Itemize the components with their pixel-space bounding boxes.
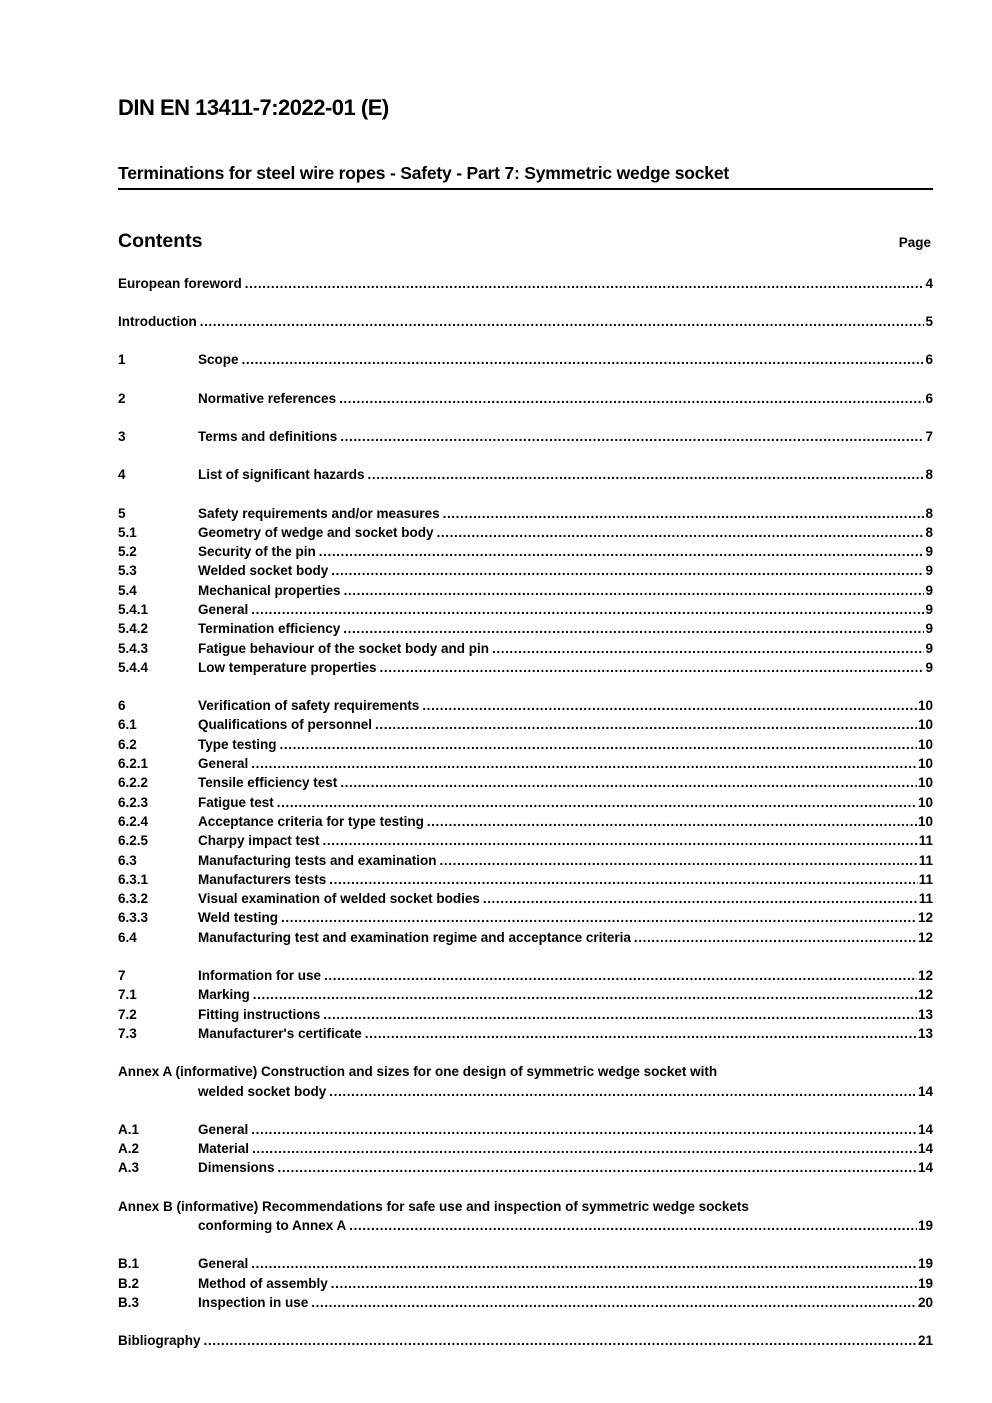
toc-entry-page-number: 9 [925, 601, 933, 617]
toc-leader-dots [253, 985, 917, 1004]
toc-entry [118, 465, 933, 484]
toc-entry [118, 735, 933, 754]
toc-entry [118, 1274, 933, 1293]
toc-entry-number: 5.4.3 [118, 640, 149, 656]
toc-group [118, 465, 933, 484]
toc-group [118, 1062, 933, 1101]
toc-entry [118, 504, 933, 523]
toc-group [118, 504, 933, 678]
contents-heading: Contents [118, 230, 203, 253]
contents-header [118, 230, 933, 252]
toc-group [118, 1197, 933, 1236]
toc-entry-page-number: 19 [917, 1218, 933, 1233]
toc-entry [118, 312, 933, 331]
toc-entry-page-number: 7 [925, 428, 933, 444]
toc-group [118, 274, 933, 293]
toc-entry [118, 889, 933, 908]
table-of-contents [118, 274, 933, 1351]
toc-entry [118, 1024, 933, 1043]
toc-leader-dots [280, 735, 917, 754]
toc-entry-number: 6.1 [118, 717, 137, 733]
toc-entry-label: Information for use [198, 968, 322, 984]
toc-entry-number: 3 [118, 428, 126, 444]
toc-entry-label: Dimensions [198, 1160, 275, 1176]
toc-entry-label: Termination efficiency [198, 621, 341, 637]
toc-entry-label: Scope [198, 352, 239, 368]
toc-entry-page-number: 10 [917, 775, 933, 791]
toc-entry-page-number: 11 [918, 833, 933, 849]
toc-entry-label: Material [198, 1141, 250, 1157]
toc-entry-page-number: 11 [918, 891, 933, 907]
toc-entry-number: A.2 [118, 1141, 140, 1157]
toc-entry [118, 870, 933, 889]
toc-entry-label: Marking [198, 987, 250, 1003]
toc-leader-dots [281, 908, 917, 927]
toc-entry-label: Manufacturers tests [198, 871, 327, 887]
toc-entry-page-number: 9 [925, 621, 933, 637]
toc-entry-page-number: 6 [925, 352, 933, 368]
toc-entry-number: 6.2.4 [118, 813, 149, 829]
toc-entry-label: Normative references [198, 390, 337, 406]
toc-leader-dots [443, 504, 925, 523]
toc-entry-number: 5.4.4 [118, 659, 149, 675]
toc-entry-page-number: 11 [918, 871, 933, 887]
toc-entry-label: Introduction [118, 314, 197, 330]
toc-entry-number: 6.2.5 [118, 833, 149, 849]
toc-entry-number: 7.1 [118, 987, 137, 1003]
toc-entry-number: 4 [118, 467, 126, 483]
toc-entry-page-number: 8 [925, 524, 933, 540]
toc-entry-label: Low temperature properties [198, 659, 377, 675]
toc-entry [118, 715, 933, 734]
toc-entry-page-number: 8 [925, 505, 933, 521]
toc-entry [118, 1254, 933, 1273]
toc-entry [118, 427, 933, 446]
toc-leader-dots [634, 928, 917, 947]
toc-entry-page-number: 10 [917, 813, 933, 829]
toc-entry-label: General [198, 601, 249, 617]
toc-entry-number: 6.2.1 [118, 756, 149, 772]
toc-entry-page-number: 12 [917, 929, 933, 945]
toc-entry-label: Verification of safety requirements [198, 698, 420, 714]
toc-entry [118, 851, 933, 870]
toc-entry-page-number: 19 [917, 1275, 933, 1291]
toc-leader-dots [251, 600, 924, 619]
toc-entry-number: 5.2 [118, 544, 137, 560]
toc-entry [118, 966, 933, 985]
toc-entry-page-number: 12 [917, 987, 933, 1003]
toc-entry-label: Tensile efficiency test [198, 775, 338, 791]
toc-entry [118, 350, 933, 369]
page-column-label: Page [898, 235, 931, 251]
toc-entry [118, 639, 933, 658]
toc-leader-dots [204, 1331, 917, 1350]
toc-entry-page-number: 20 [917, 1294, 933, 1310]
toc-entry-number: A.1 [118, 1121, 140, 1137]
toc-entry-number: 6.3.2 [118, 891, 149, 907]
toc-entry-label: Mechanical properties [198, 582, 341, 598]
toc-leader-dots [245, 274, 925, 293]
toc-entry-number: 2 [118, 390, 126, 406]
toc-entry-label: Annex A (informative) Construction and sizes for one design of symmetric wedge socket with [118, 1064, 718, 1080]
toc-entry [118, 1120, 933, 1139]
toc-entry-page-number: 9 [925, 544, 933, 560]
toc-entry-label: General [198, 1256, 249, 1272]
toc-leader-dots [483, 889, 918, 908]
toc-entry [118, 928, 933, 947]
toc-entry-number: 6.2.2 [118, 775, 149, 791]
toc-entry-number: B.3 [118, 1294, 140, 1310]
toc-entry-label: General [198, 1121, 249, 1137]
toc-leader-dots [343, 619, 924, 638]
toc-leader-dots [319, 542, 925, 561]
toc-entry [118, 793, 933, 812]
toc-entry-page-number: 12 [917, 968, 933, 984]
toc-entry-label: General [198, 756, 249, 772]
toc-leader-dots [329, 870, 917, 889]
toc-entry [118, 561, 933, 580]
toc-entry-page-number: 9 [925, 640, 933, 656]
toc-entry [118, 581, 933, 600]
toc-entry [118, 600, 933, 619]
toc-entry-label: conforming to Annex A [198, 1218, 347, 1233]
toc-entry-label: Inspection in use [198, 1294, 309, 1310]
toc-entry-number: 5 [118, 505, 126, 521]
toc-leader-dots [323, 1005, 917, 1024]
toc-leader-dots [340, 427, 924, 446]
toc-entry-page-number: 12 [917, 910, 933, 926]
toc-entry-page-number: 14 [917, 1160, 933, 1176]
toc-entry-page-number: 19 [917, 1256, 933, 1272]
toc-entry-label: Visual examination of welded socket bodies [198, 891, 480, 907]
toc-entry-label: Manufacturing test and examination regime and acceptance criteria [198, 929, 631, 945]
toc-entry-label: Terms and definitions [198, 428, 338, 444]
toc-entry-number: 7.2 [118, 1006, 137, 1022]
toc-leader-dots [251, 1120, 917, 1139]
toc-entry-page-number: 10 [917, 717, 933, 733]
toc-entry-label: Security of the pin [198, 544, 316, 560]
toc-entry-page-number: 13 [917, 1006, 933, 1022]
toc-entry-label: European foreword [118, 275, 242, 291]
toc-leader-dots [251, 1254, 917, 1273]
toc-entry [118, 754, 933, 773]
toc-leader-dots [375, 715, 917, 734]
toc-group [118, 389, 933, 408]
toc-leader-dots [242, 350, 925, 369]
toc-entry-page-number: 5 [925, 314, 933, 330]
toc-group [118, 1120, 933, 1178]
toc-entry-label: Geometry of wedge and socket body [198, 524, 434, 540]
toc-entry-number: 5.4.1 [118, 601, 149, 617]
toc-entry-label: Charpy impact test [198, 833, 320, 849]
toc-leader-dots [323, 831, 918, 850]
toc-leader-dots [440, 851, 918, 870]
toc-entry-label: Fatigue behaviour of the socket body and pin [198, 640, 490, 656]
toc-entry-number: 5.3 [118, 563, 137, 579]
toc-leader-dots [368, 465, 925, 484]
toc-entry [118, 812, 933, 831]
toc-group [118, 696, 933, 947]
toc-entry-page-number: 9 [925, 582, 933, 598]
toc-leader-dots [331, 1274, 917, 1293]
toc-entry-number: 6 [118, 698, 126, 714]
toc-entry-number: A.3 [118, 1160, 140, 1176]
toc-entry [118, 985, 933, 1004]
toc-entry [118, 274, 933, 293]
toc-entry [118, 1197, 933, 1216]
toc-entry-page-number: 10 [917, 736, 933, 752]
toc-entry-number: 6.2 [118, 736, 137, 752]
toc-group [118, 350, 933, 369]
toc-entry-page-number: 10 [917, 698, 933, 714]
toc-entry-page-number: 9 [925, 563, 933, 579]
toc-entry-label: Annex B (informative) Recommendations for safe use and inspection of symmetric wedge sockets [118, 1198, 749, 1214]
toc-leader-dots [349, 1216, 917, 1235]
toc-group [118, 966, 933, 1043]
toc-entry [118, 658, 933, 677]
toc-entry [118, 1082, 933, 1101]
toc-entry-page-number: 6 [925, 390, 933, 406]
toc-entry-label: Safety requirements and/or measures [198, 505, 440, 521]
toc-entry-label: Weld testing [198, 910, 279, 926]
toc-entry [118, 908, 933, 927]
toc-leader-dots [251, 754, 917, 773]
toc-entry [118, 1005, 933, 1024]
toc-entry [118, 696, 933, 715]
document-number-title: DIN EN 13411-7:2022-01 (E) [118, 95, 389, 120]
toc-entry-number: 7 [118, 968, 126, 984]
toc-leader-dots [422, 696, 917, 715]
toc-entry-page-number: 21 [917, 1333, 933, 1349]
toc-leader-dots [492, 639, 924, 658]
toc-entry-label: Bibliography [118, 1333, 201, 1349]
toc-entry-number: 5.4 [118, 582, 137, 598]
toc-entry-page-number: 11 [918, 852, 933, 868]
toc-entry-number: 6.3.3 [118, 910, 149, 926]
toc-leader-dots [380, 658, 925, 677]
toc-leader-dots [340, 773, 917, 792]
toc-entry-number: 6.3 [118, 852, 137, 868]
toc-entry-label: List of significant hazards [198, 467, 365, 483]
toc-entry [118, 619, 933, 638]
toc-entry-page-number: 4 [925, 275, 933, 291]
toc-entry-page-number: 13 [917, 1025, 933, 1041]
toc-entry-number: 6.3.1 [118, 871, 149, 887]
toc-entry-label: Qualifications of personnel [198, 717, 373, 733]
toc-entry-page-number: 8 [925, 467, 933, 483]
toc-entry-label: Welded socket body [198, 563, 329, 579]
toc-entry-label: welded socket body [198, 1083, 327, 1099]
toc-entry [118, 523, 933, 542]
toc-leader-dots [331, 561, 924, 580]
toc-leader-dots [365, 1024, 917, 1043]
toc-entry-page-number: 9 [925, 659, 933, 675]
toc-entry-page-number: 10 [917, 756, 933, 772]
document-subtitle: Terminations for steel wire ropes - Safety - Part 7: Symmetric wedge socket [118, 163, 933, 190]
toc-entry [118, 773, 933, 792]
toc-entry-number: 1 [118, 352, 126, 368]
toc-entry [118, 1139, 933, 1158]
toc-entry [118, 1331, 933, 1350]
toc-entry-number: 5.4.2 [118, 621, 149, 637]
toc-entry-page-number: 14 [917, 1083, 933, 1099]
toc-entry-number: B.2 [118, 1275, 140, 1291]
toc-leader-dots [311, 1293, 917, 1312]
toc-entry [118, 1216, 933, 1235]
toc-entry-page-number: 10 [917, 794, 933, 810]
toc-leader-dots [329, 1082, 917, 1101]
toc-entry-label: Method of assembly [198, 1275, 328, 1291]
toc-leader-dots [200, 312, 925, 331]
toc-leader-dots [277, 793, 917, 812]
toc-entry-number: B.1 [118, 1256, 140, 1272]
toc-leader-dots [324, 966, 917, 985]
toc-entry-label: Fitting instructions [198, 1006, 321, 1022]
toc-entry [118, 389, 933, 408]
toc-entry-page-number: 14 [917, 1141, 933, 1157]
toc-leader-dots [427, 812, 917, 831]
toc-entry [118, 542, 933, 561]
toc-entry-label: Manufacturing tests and examination [198, 852, 437, 868]
toc-group [118, 1254, 933, 1312]
toc-leader-dots [339, 389, 924, 408]
toc-leader-dots [437, 523, 925, 542]
toc-entry [118, 831, 933, 850]
toc-group [118, 427, 933, 446]
toc-entry-number: 5.1 [118, 524, 137, 540]
toc-entry [118, 1158, 933, 1177]
toc-entry-label: Type testing [198, 736, 277, 752]
toc-entry-number: 7.3 [118, 1025, 137, 1041]
toc-entry-label: Fatigue test [198, 794, 274, 810]
toc-leader-dots [252, 1139, 917, 1158]
toc-leader-dots [278, 1158, 917, 1177]
toc-leader-dots [344, 581, 925, 600]
toc-entry-page-number: 14 [917, 1121, 933, 1137]
toc-entry-number: 6.2.3 [118, 794, 149, 810]
toc-entry-number: 6.4 [118, 929, 137, 945]
toc-entry-label: Manufacturer's certificate [198, 1025, 362, 1041]
toc-entry-label: Acceptance criteria for type testing [198, 813, 424, 829]
toc-group [118, 1331, 933, 1350]
toc-group [118, 312, 933, 331]
toc-entry [118, 1293, 933, 1312]
toc-entry [118, 1062, 933, 1081]
